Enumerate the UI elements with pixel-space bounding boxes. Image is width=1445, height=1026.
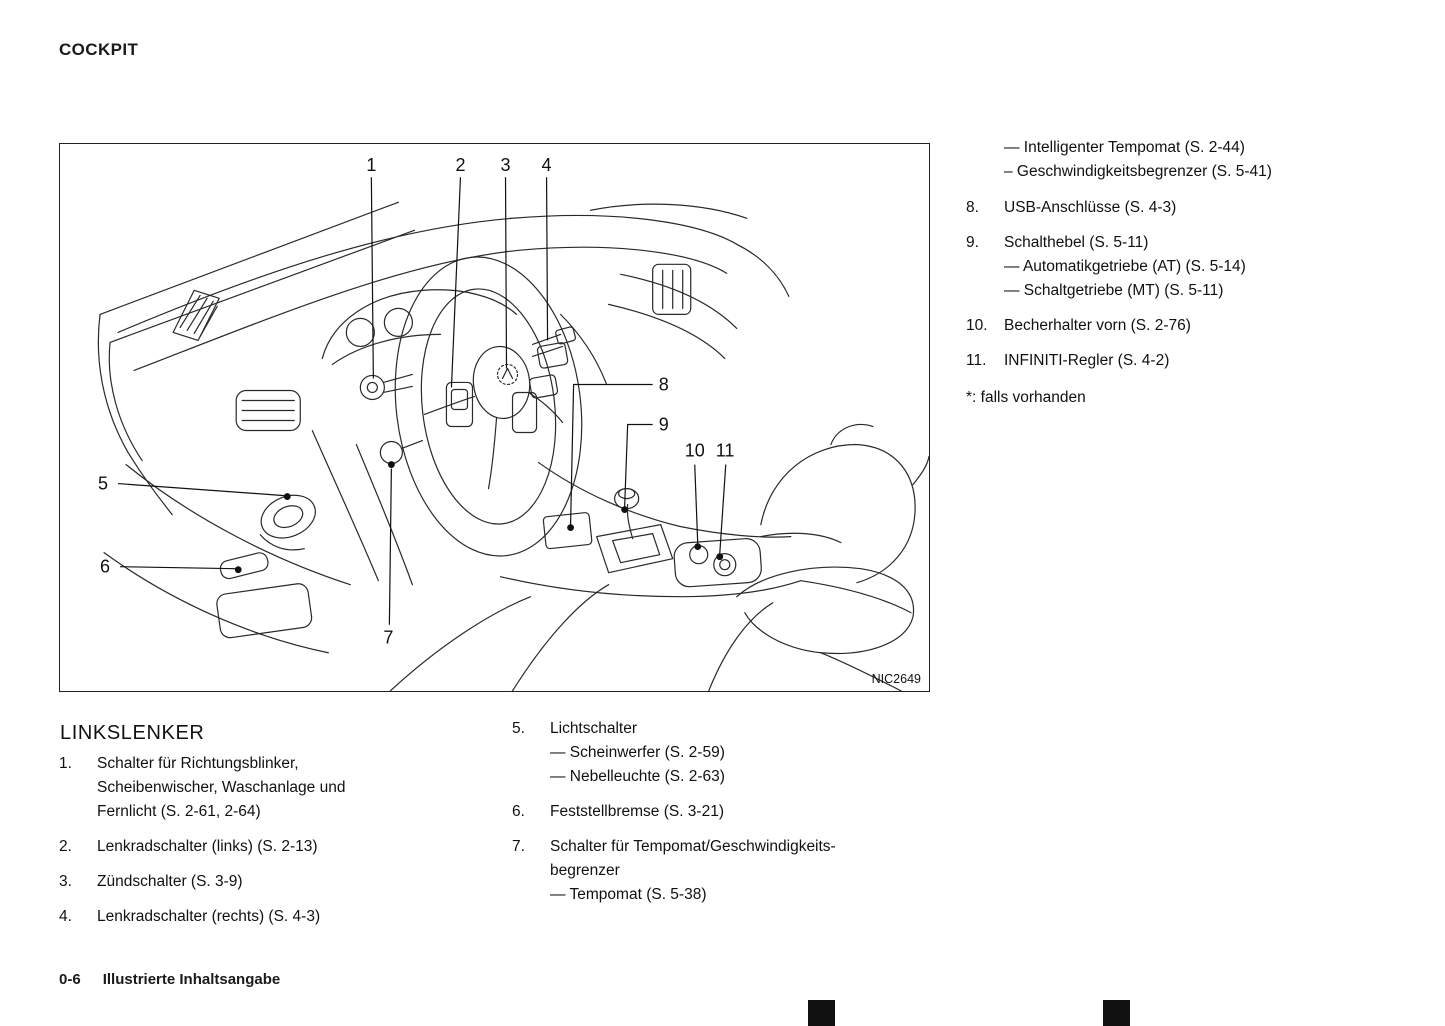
callout-9: 9 <box>658 414 669 435</box>
list-item-4 <box>59 905 479 929</box>
list-item-number: 6. <box>512 803 525 820</box>
item7-continuation <box>1004 136 1406 184</box>
list-item-number: 11. <box>966 352 987 369</box>
list-line: — Automatikgetriebe (AT) (S. 5-14) <box>1004 258 1246 275</box>
page-title: COCKPIT <box>59 40 139 59</box>
list-line: Feststellbremse (S. 3-21) <box>550 803 724 820</box>
callout-1: 1 <box>366 155 377 176</box>
list-line: Lenkradschalter (links) (S. 2-13) <box>97 838 318 855</box>
list-item-10 <box>966 314 1406 338</box>
list-item-7 <box>512 835 952 907</box>
list-line: — Tempomat (S. 5-38) <box>550 886 707 903</box>
list-line: – Geschwindigkeitsbegrenzer (S. 5-41) <box>1004 163 1272 180</box>
callout-8: 8 <box>658 374 669 395</box>
right-column-list <box>966 136 1406 410</box>
list-line: INFINITI-Regler (S. 4-2) <box>1004 352 1170 369</box>
list-item-number: 8. <box>966 199 979 216</box>
list-item-11 <box>966 349 1406 373</box>
callout-7: 7 <box>383 627 394 648</box>
list-item-number: 5. <box>512 720 525 737</box>
list-line: Fernlicht (S. 2-61, 2-64) <box>97 803 261 820</box>
cockpit-figure <box>59 143 930 692</box>
callout-6: 6 <box>100 556 111 577</box>
section-heading: LINKSLENKER <box>60 722 205 744</box>
list-line: Schalthebel (S. 5-11) <box>1004 234 1149 251</box>
list-item-number: 4. <box>59 908 72 925</box>
cockpit-line-art <box>98 202 929 691</box>
callout-2: 2 <box>455 155 466 176</box>
list-item-5 <box>512 717 952 789</box>
callout-11: 11 <box>715 440 735 461</box>
list-item-number: 3. <box>59 873 72 890</box>
list-item-number: 1. <box>59 755 72 772</box>
list-line: — Scheinwerfer (S. 2-59) <box>550 744 725 761</box>
list-item-number: 2. <box>59 838 72 855</box>
page-number: 0-6 <box>59 971 81 988</box>
list-line: — Intelligenter Tempomat (S. 2-44) <box>1004 139 1245 156</box>
list-line: Lichtschalter <box>550 720 638 737</box>
list-item-9 <box>966 231 1406 303</box>
steering-wheel <box>379 246 598 567</box>
callout-4: 4 <box>541 155 552 176</box>
footnote: *: falls vorhanden <box>966 389 1086 406</box>
seats <box>737 425 929 691</box>
list-item-1 <box>59 752 479 824</box>
list-item-3 <box>59 870 479 894</box>
list-item-number: 10. <box>966 317 988 334</box>
middle-column-list <box>512 717 952 918</box>
list-line: Zündschalter (S. 3-9) <box>97 873 243 890</box>
list-line: — Nebelleuchte (S. 2-63) <box>550 768 725 785</box>
list-item-2 <box>59 835 479 859</box>
list-line: USB-Anschlüsse (S. 4-3) <box>1004 199 1177 216</box>
callout-labels <box>98 155 734 648</box>
list-line: Becherhalter vorn (S. 2-76) <box>1004 317 1191 334</box>
left-column-list <box>59 752 479 940</box>
list-line: Scheibenwischer, Waschanlage und <box>97 779 346 796</box>
callout-3: 3 <box>500 155 511 176</box>
list-item-number: 9. <box>966 234 979 251</box>
page-footer <box>59 971 280 988</box>
callout-10: 10 <box>684 440 705 461</box>
list-item-8 <box>966 196 1406 220</box>
cockpit-illustration <box>60 144 929 691</box>
list-item-6 <box>512 800 952 824</box>
list-line: Schalter für Richtungsblinker, <box>97 755 299 772</box>
callout-5: 5 <box>98 473 109 494</box>
list-item-number: 7. <box>512 838 525 855</box>
list-line: begrenzer <box>550 862 620 879</box>
defroster-vent <box>173 290 219 340</box>
chapter-tab-marker <box>808 1000 835 1026</box>
footer-title: Illustrierte Inhaltsangabe <box>102 971 281 988</box>
list-line: — Schaltgetriebe (MT) (S. 5-11) <box>1004 282 1224 299</box>
list-line: Lenkradschalter (rechts) (S. 4-3) <box>97 908 321 925</box>
instrument-cluster <box>322 290 516 365</box>
chapter-tab-marker <box>1103 1000 1130 1026</box>
turn-signal-stalk <box>360 374 412 399</box>
list-line: Schalter für Tempomat/Geschwindigkeits- <box>550 838 836 855</box>
center-dash <box>529 264 737 398</box>
side-air-vent <box>236 390 300 430</box>
figure-code: NIC2649 <box>871 672 921 686</box>
lower-left-area <box>104 431 412 653</box>
